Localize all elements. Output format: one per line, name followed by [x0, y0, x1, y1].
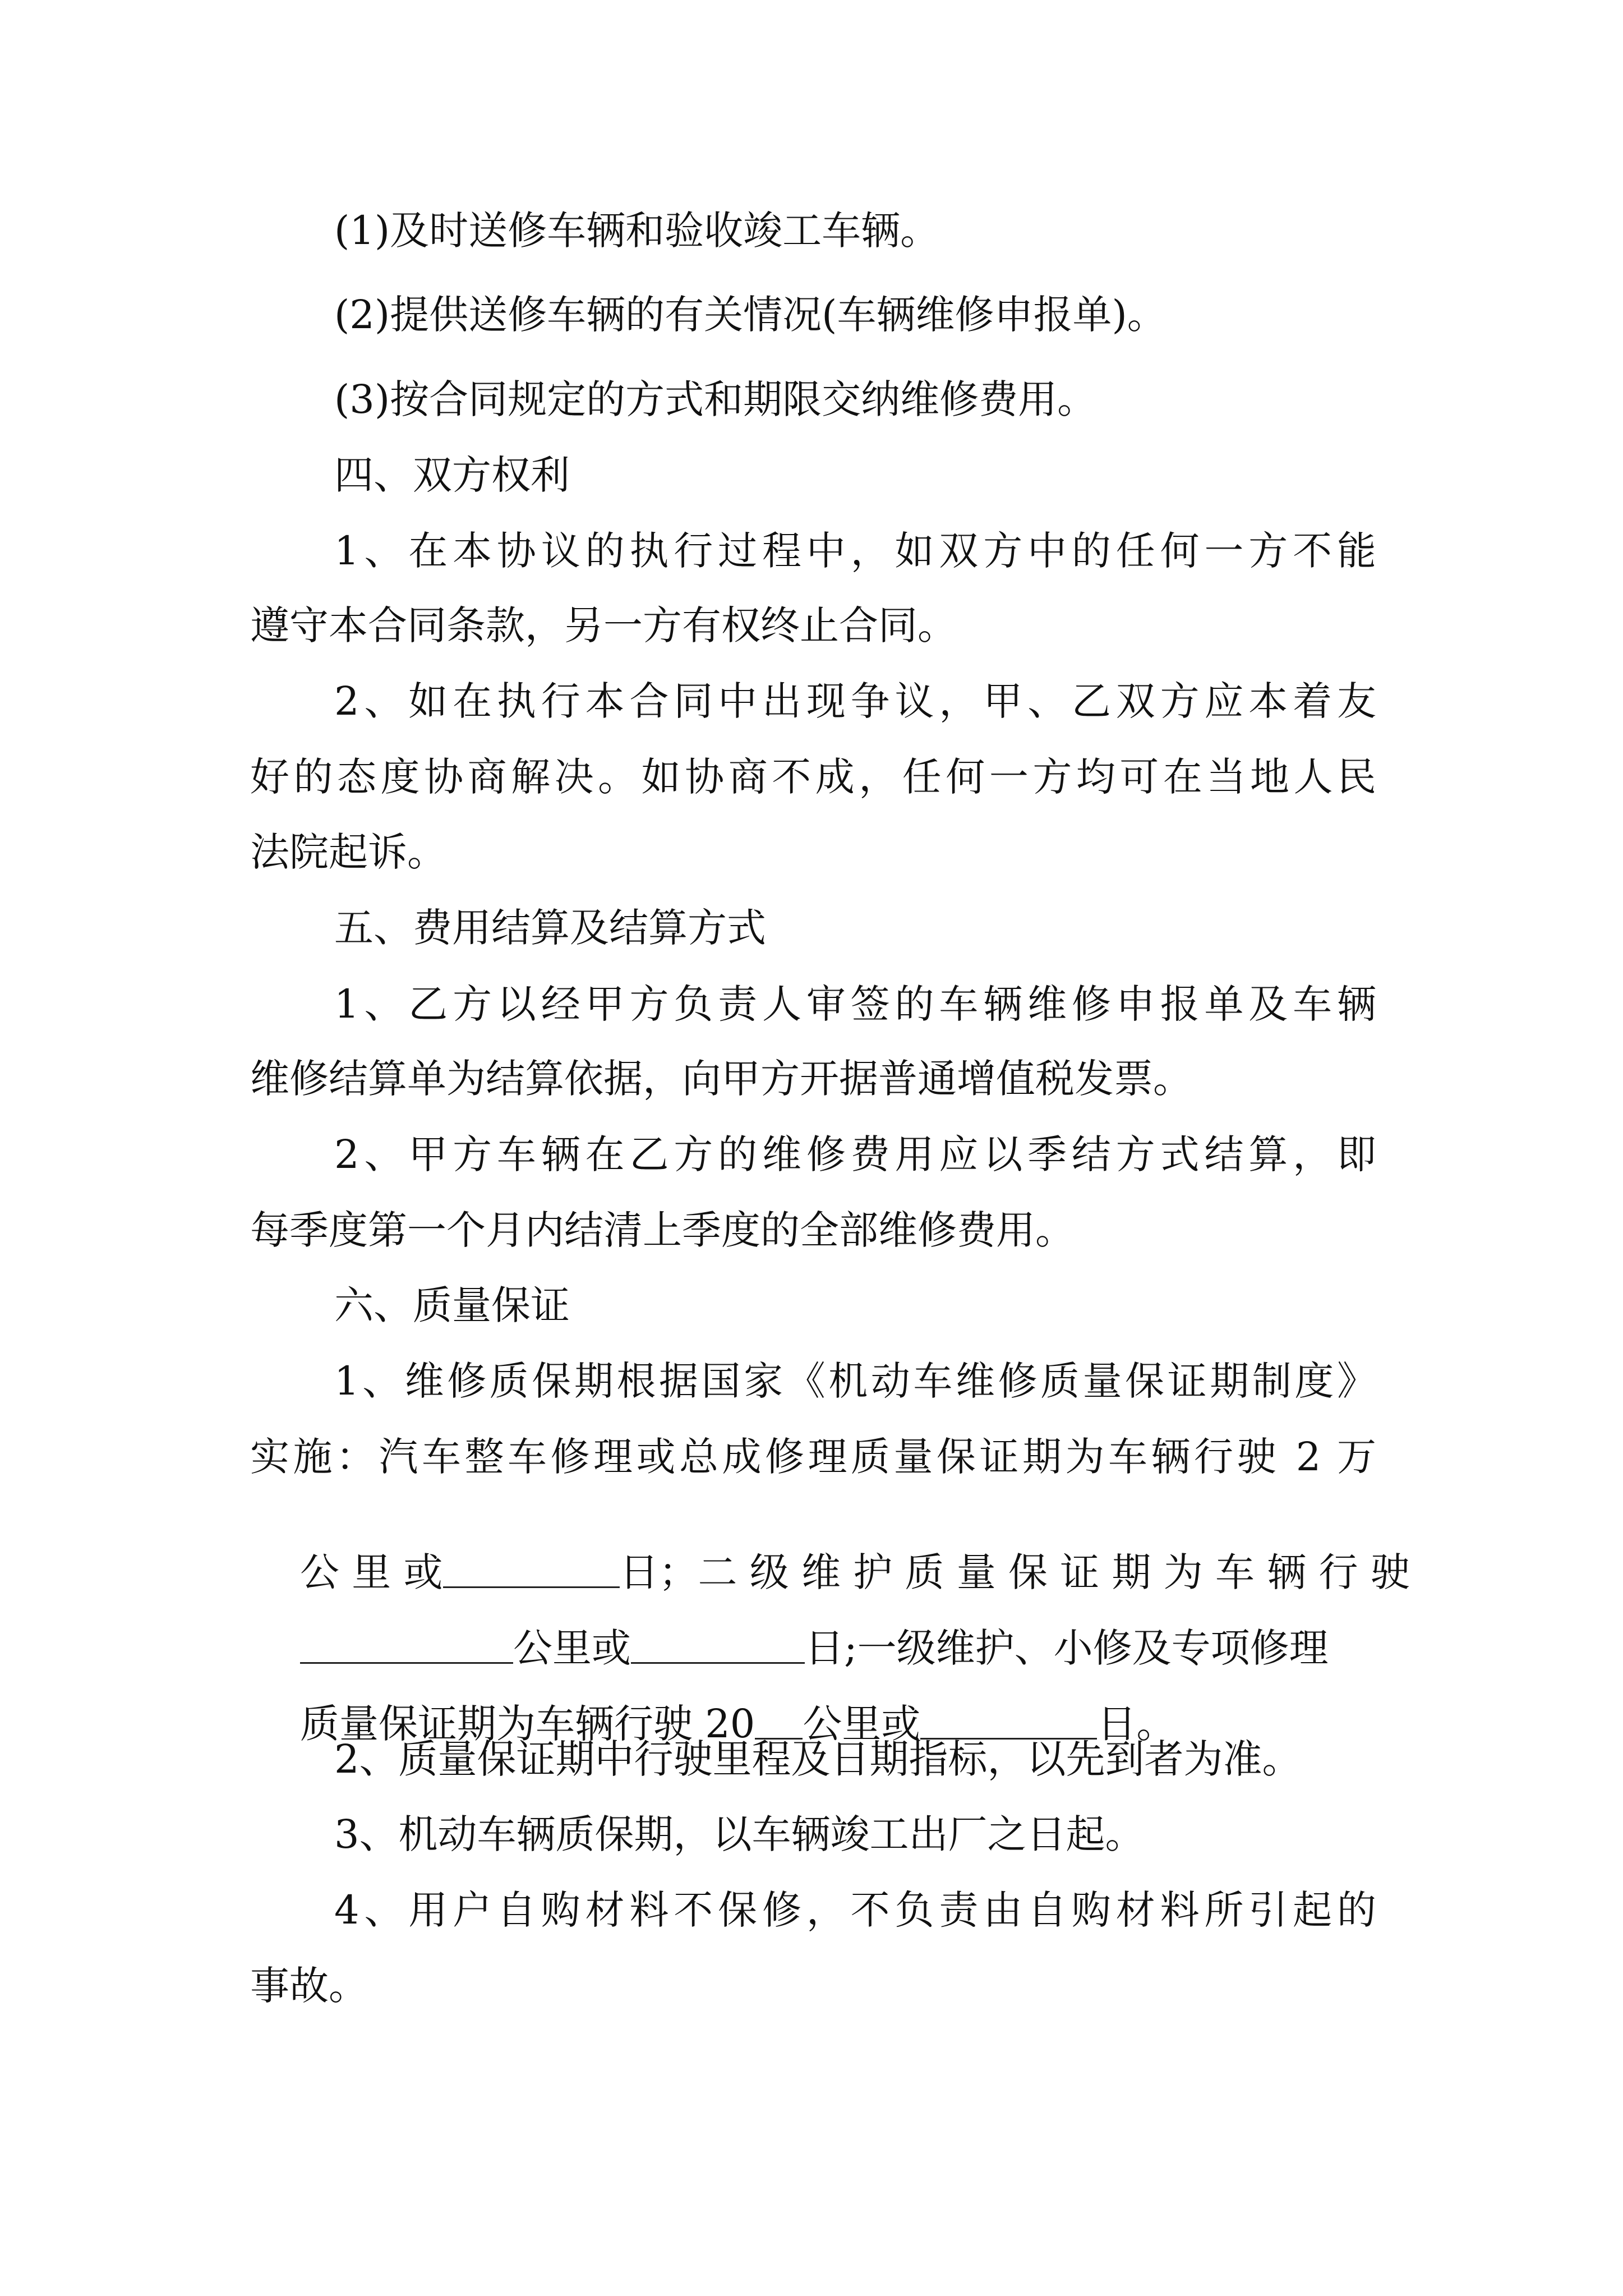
paragraph-line: 事故。 — [250, 1963, 368, 2009]
paragraph-line: 3、机动车辆质保期，以车辆竣工出厂之日起。 — [334, 1811, 1145, 1857]
text-segment: 日；二 级 维 护 质 量 保 证 期 为 车 辆 行 驶 — [619, 1549, 1410, 1595]
paragraph-line: 遵守本合同条款，另一方有权终止合同。 — [250, 602, 957, 648]
text-segment: 日;一级维护、小修及专项修理 — [805, 1625, 1329, 1671]
paragraph-line: 每季度第一个月内结清上季度的全部维修费用。 — [250, 1207, 1075, 1253]
paragraph-line: 1、维修质保期根据国家《机动车维修质量保证期制度》 — [334, 1358, 1376, 1404]
blank-km-field[interactable] — [755, 1703, 803, 1740]
blank-days-field[interactable] — [443, 1552, 620, 1588]
paragraph-line: 维修结算单为结算依据，向甲方开据普通增值税发票。 — [250, 1056, 1192, 1102]
paragraph-line: 2、甲方车辆在乙方的维修费用应以季结方式结算，即 — [334, 1131, 1376, 1177]
blank-days-field[interactable] — [631, 1627, 805, 1664]
list-item-1: (1)及时送修车辆和验收竣工车辆。 — [334, 208, 940, 254]
section-heading-rights: 四、双方权利 — [334, 452, 570, 498]
blank-days-field[interactable] — [920, 1703, 1097, 1740]
paragraph-line: 好的态度协商解决。如协商不成，任何一方均可在当地人民 — [250, 754, 1376, 800]
blank-km-field[interactable] — [300, 1627, 513, 1664]
paragraph-line: 2、质量保证期中行驶里程及日期指标，以先到者为准。 — [334, 1736, 1302, 1782]
text-segment: 公 里 或 — [300, 1549, 443, 1595]
list-item-2: (2)提供送修车辆的有关情况(车辆维修申报单)。 — [334, 292, 1166, 338]
text-segment: 质量保证期为车辆行驶 20 — [300, 1701, 755, 1747]
paragraph-line: 实施：汽车整车修理或总成修理质量保证期为车辆行驶 2 万 — [250, 1434, 1376, 1480]
paragraph-line: 法院起诉。 — [250, 829, 446, 875]
text-segment: 公里或 — [513, 1625, 631, 1671]
paragraph-line: 4、用户自购材料不保修，不负责由自购材料所引起的 — [334, 1887, 1376, 1933]
list-item-3: (3)按合同规定的方式和期限交纳维修费用。 — [334, 376, 1097, 422]
section-heading-settlement: 五、费用结算及结算方式 — [334, 905, 766, 951]
text-segment: 日。 — [1097, 1701, 1176, 1747]
section-heading-quality: 六、质量保证 — [334, 1282, 570, 1328]
paragraph-line: 2、如在执行本合同中出现争议，甲、乙双方应本着友 — [334, 678, 1376, 724]
paragraph-line: 1、乙方以经甲方负责人审签的车辆维修申报单及车辆 — [334, 981, 1376, 1027]
text-segment: 公里或 — [803, 1701, 921, 1747]
paragraph-line: 1、在本协议的执行过程中，如双方中的任何一方不能 — [334, 528, 1376, 574]
